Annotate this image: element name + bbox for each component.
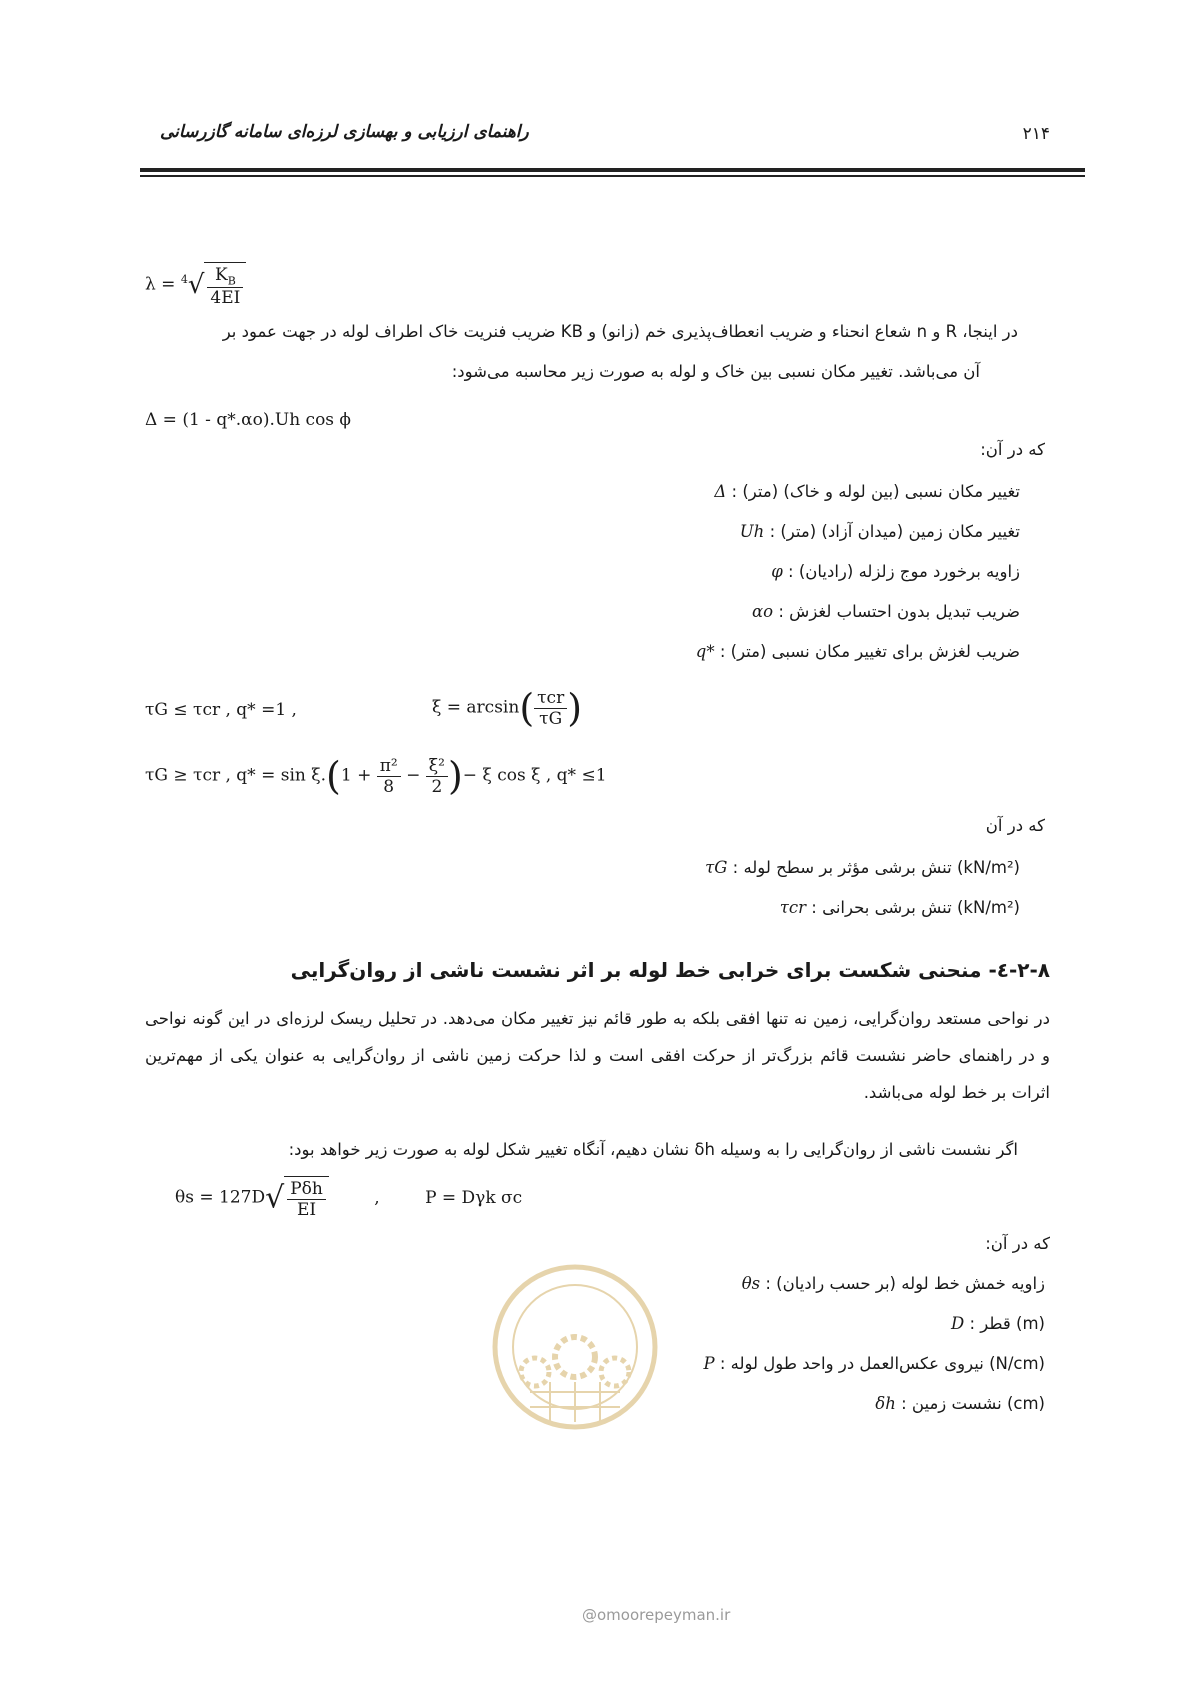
definition-d: D : قطر (m) bbox=[950, 1314, 1045, 1333]
definition-q: q* : ضریب لغزش برای تغییر مکان نسبی (متر) bbox=[695, 642, 1020, 661]
paragraph-3: اگر نشست ناشی از روان‌گرایی را به وسیله δh نشان دهیم، آنگاه تغییر شکل لوله به صورت زیر خواهد بود: bbox=[288, 1140, 1018, 1159]
page-number: ۲۱۴ bbox=[1022, 124, 1050, 144]
definition-theta: θs : زاویه خمش خط لوله (بر حسب رادیان) bbox=[741, 1274, 1045, 1293]
watermark-logo bbox=[490, 1262, 660, 1432]
definition-alpha: αo : ضریب تبدیل بدون احتساب لغزش bbox=[752, 602, 1020, 621]
equation-theta: θs = 127D√ $\frac{\text{Pδh}}{EI}$ , P = Dγk σc bbox=[175, 1176, 522, 1220]
header-rule-thick bbox=[140, 168, 1085, 172]
root-index: 4 bbox=[180, 273, 188, 287]
equation-condition-2: τG ≥ τcr , q* = sin ξ.(1 + $\frac{\text{π²}}{8}$ − $\frac{\text{ξ²}}{2}$ )− ξ cos ξ , q* ≤1 bbox=[145, 754, 607, 798]
watermark-logo-icon bbox=[490, 1262, 660, 1432]
definition-tau-g: τG : تنش برشی مؤثر بر سطح لوله (kN/m²) bbox=[705, 858, 1020, 877]
equation-xi: ξ = arcsin( $\frac{\text{τcr}}{\tau G}$ ) bbox=[432, 686, 583, 730]
paragraph-2: در نواحی مستعد روان‌گرایی، زمین نه تنها افقی بلکه به طور قائم نیز تغییر مکان می‌دهد. در تحلیل ریسک لرزه‌ای در این گونه نواحی و در راهنمای حاضر نشست قائم بزرگ‌تر از حرکت افقی است و لذا حرکت زمین ناشی از روان‌گرایی به عنوان یکی از مهم‌ترین اثرات بر خط لوله می‌باشد. bbox=[145, 1009, 1050, 1102]
equation-condition-1: τG ≤ τcr , q* =1 , bbox=[145, 700, 297, 720]
definition-uh: Uh : تغییر مکان زمین (میدان آزاد) (متر) bbox=[739, 522, 1020, 541]
equation-delta: Δ = (1 - q*.αo).Uh cos ϕ bbox=[145, 410, 352, 430]
where-label-3: که در آن: bbox=[985, 1234, 1050, 1253]
equation-lambda: λ = $^4$√ $\frac{K_B}{4EI}$ bbox=[145, 262, 246, 308]
definition-tau-cr: τcr : تنش برشی بحرانی (kN/m²) bbox=[779, 898, 1020, 917]
definition-phi: φ : زاویه برخورد موج زلزله (رادیان) bbox=[771, 562, 1020, 581]
section-heading: ۲-۸-٤- منحنی شکست برای خرابی خط لوله بر اثر نشست ناشی از روان‌گرایی bbox=[290, 958, 1050, 982]
paragraph-1-line-2: آن می‌باشد. تغییر مکان نسبی بین خاک و لوله به صورت زیر محاسبه می‌شود: bbox=[451, 362, 980, 381]
paragraph-1-line-1: در اینجا، R و n شعاع انحناء و ضریب انعطاف‌پذیری خم (زانو) و KB ضریب فنریت خاک اطراف لوله در جهت عمود بر bbox=[222, 322, 1018, 341]
definition-delta-h: δh : نشست زمین (cm) bbox=[875, 1394, 1045, 1413]
where-label-2: که در آن bbox=[985, 816, 1045, 835]
running-header-title: راهنمای ارزیابی و بهسازی لرزه‌ای سامانه گازرسانی bbox=[160, 122, 529, 142]
header-rule-thin bbox=[140, 175, 1085, 177]
where-label-1: که در آن: bbox=[980, 440, 1045, 459]
definition-delta: Δ : تغییر مکان نسبی (بین لوله و خاک) (متر) bbox=[714, 482, 1020, 501]
definition-p: P : نیروی عکس‌العمل در واحد طول لوله (N/cm) bbox=[703, 1354, 1045, 1373]
watermark-text: @omoorepeyman.ir bbox=[582, 1606, 731, 1624]
equation-lhs: λ = bbox=[145, 274, 176, 295]
